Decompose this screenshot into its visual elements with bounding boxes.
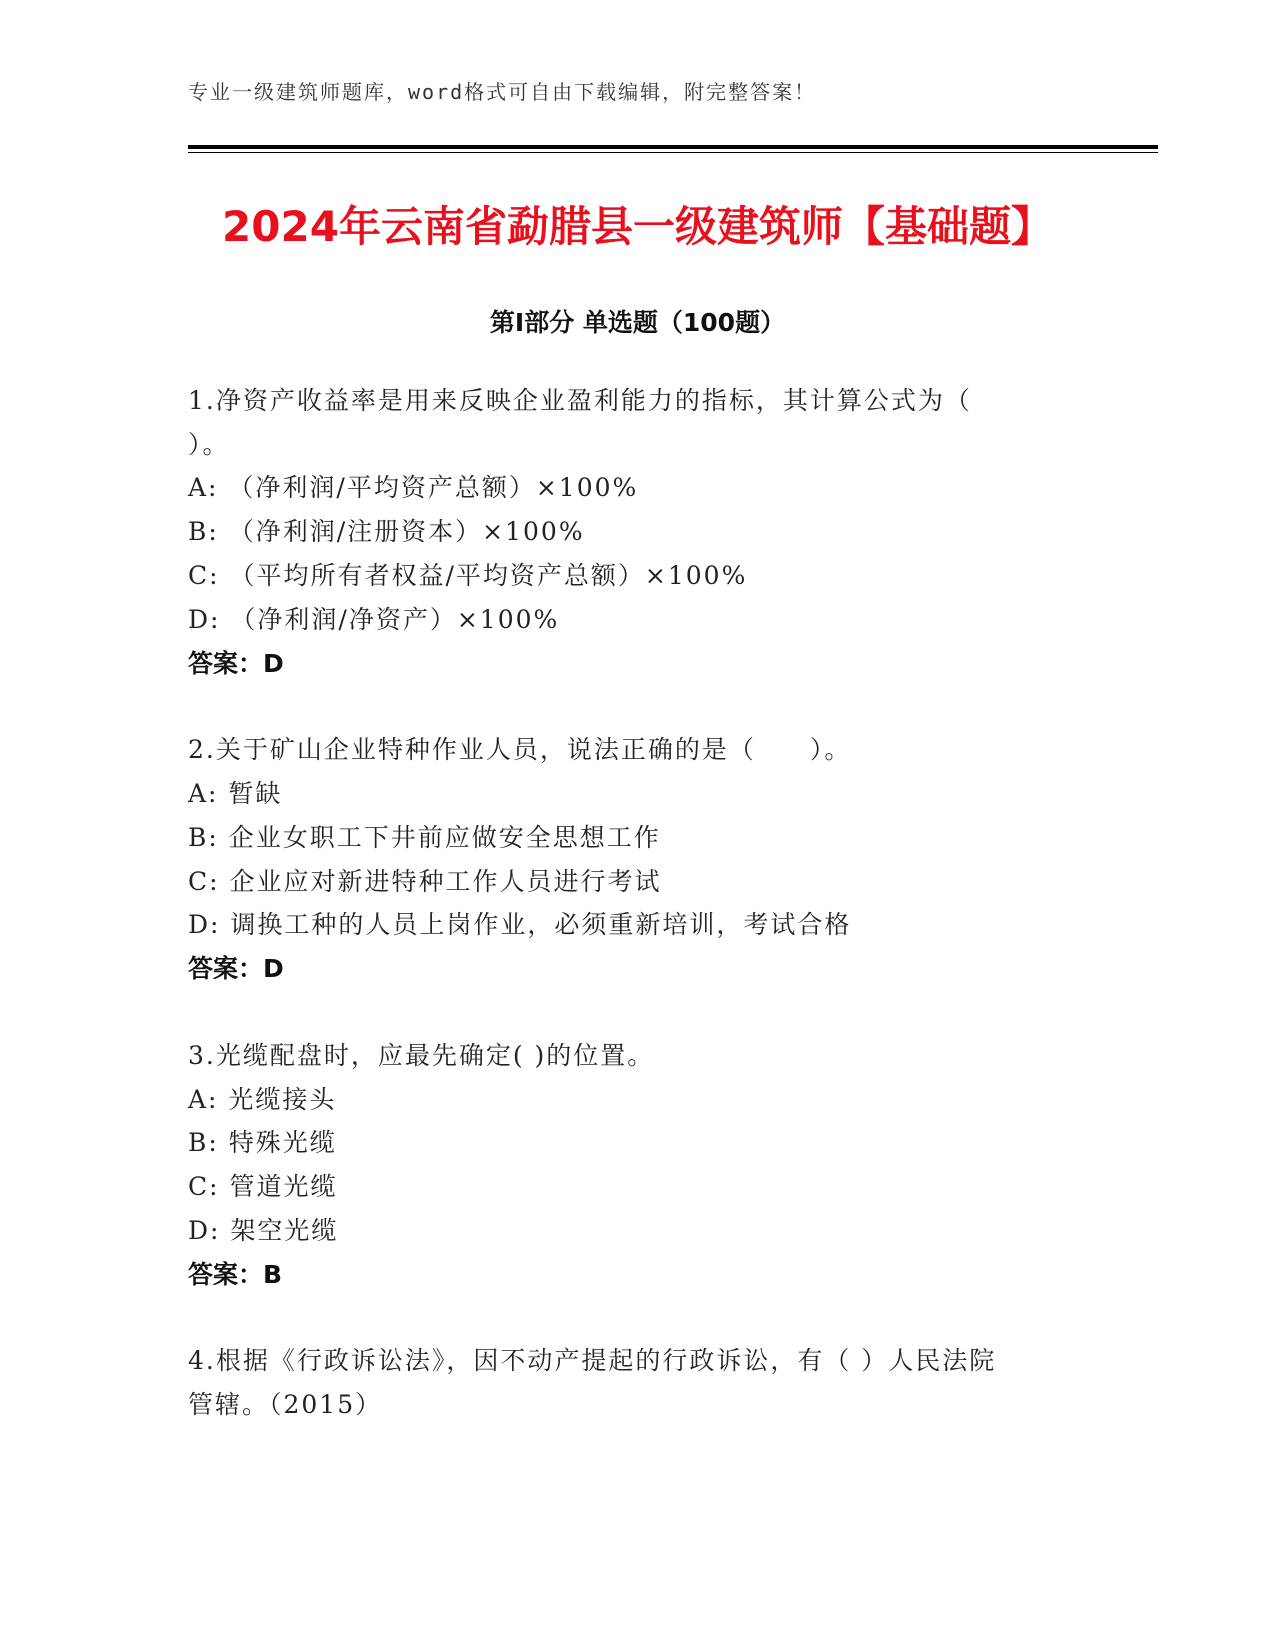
question-4-stem: 4.根据《行政诉讼法》，因不动产提起的行政诉讼，有（ ）人民法院 [188,1346,997,1375]
question-2-stem: 2.关于矿山企业特种作业人员，说法正确的是（ ）。 [188,735,852,764]
question-2-option-a: A: 暂缺 [188,779,283,808]
question-1-option-b: B: （净利润/注册资本）×100% [188,517,585,546]
question-2-answer: 答案：D [188,954,284,983]
header-divider-thick [188,145,1158,149]
question-3-answer: 答案：B [188,1260,283,1289]
page-header: 专业一级建筑师题库，word格式可自由下载编辑，附完整答案！ [188,80,817,104]
section-title: 第I部分 单选题（100题） [489,308,786,337]
question-4-stem-cont: 管辖。（2015） [188,1390,383,1419]
question-3-option-b: B: 特殊光缆 [188,1128,337,1157]
document-title: 2024年云南省勐腊县一级建筑师【基础题】 [222,202,1053,251]
question-1-option-c: C: （平均所有者权益/平均资产总额）×100% [188,561,748,590]
question-3-option-c: C: 管道光缆 [188,1172,338,1201]
question-2-option-d: D: 调换工种的人员上岗作业，必须重新培训，考试合格 [188,910,852,939]
question-2-option-c: C: 企业应对新进特种工作人员进行考试 [188,867,662,896]
header-divider-thin [188,152,1158,153]
question-1-stem: 1.净资产收益率是用来反映企业盈利能力的指标，其计算公式为（ [188,386,972,415]
question-2-option-b: B: 企业女职工下井前应做安全思想工作 [188,823,661,852]
question-1-option-a: A: （净利润/平均资产总额）×100% [188,473,639,502]
question-1-stem-cont: ）。 [188,430,230,459]
question-1-option-d: D: （净利润/净资产）×100% [188,605,560,634]
question-1-answer: 答案：D [188,649,284,678]
question-3-option-a: A: 光缆接头 [188,1085,337,1114]
question-3-stem: 3.光缆配盘时，应最先确定( )的位置。 [188,1041,655,1070]
question-3-option-d: D: 架空光缆 [188,1216,339,1245]
